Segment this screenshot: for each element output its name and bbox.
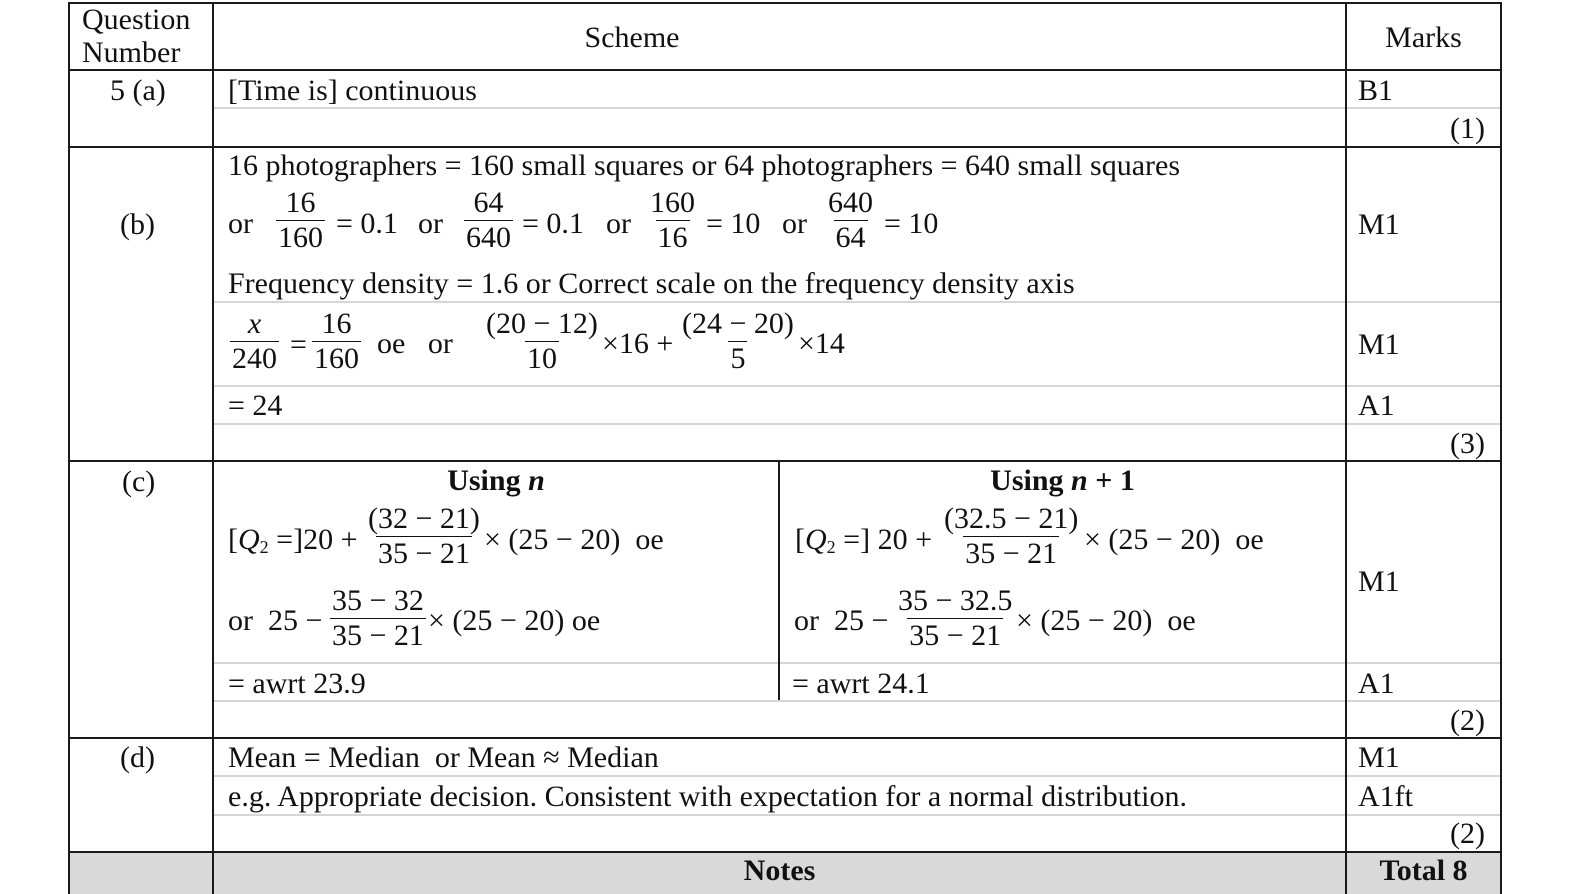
fraction [896,584,1014,653]
part-b-or: or [228,207,253,240]
part-b-mark3: A1 [1358,389,1395,422]
equals-value: = 0.1 [336,207,398,240]
part-d-label: (d) [120,741,155,774]
header-question-number-line2: Number [82,36,181,69]
fraction [484,307,600,376]
times-tail: × (25 − 20) oe [428,604,601,637]
table-border [68,69,1502,71]
part-d-line1: Mean = Median or Mean ≈ Median [228,741,659,774]
part-a-answer: [Time is] continuous [228,74,477,107]
denominator: 160 [278,221,323,254]
row-divider [213,423,1502,425]
denominator: 35 − 21 [909,619,1002,652]
part-b-mark2: M1 [1358,328,1400,361]
part-a-total: (1) [1450,112,1485,145]
numerator: 16 [321,307,352,340]
numerator: 640 [828,186,873,219]
fraction [230,307,279,376]
fraction [276,186,325,255]
denominator: 16 [657,221,688,254]
numerator: 64 [473,186,504,219]
numerator: (32 − 21) [368,502,480,535]
table-border [68,2,1502,4]
numerator: 35 − 32 [332,584,424,617]
part-a-label: 5 (a) [110,74,166,107]
numerator: (32.5 − 21) [944,502,1079,535]
part-b-line3: Frequency density = 1.6 or Correct scale on the frequency density axis [228,267,1075,300]
part-b-line1: 16 photographers = 160 small squares or 64 photographers = 640 small squares [228,149,1181,182]
denominator: 35 − 21 [377,537,470,570]
row-divider [213,662,1502,664]
part-d-mark1: M1 [1358,741,1400,774]
q2-expression: [$Q_2$ =] 20 + [795,523,932,557]
part-b-mark1: M1 [1358,208,1400,241]
part-c-total: (2) [1450,704,1485,737]
numerator: x [247,307,262,340]
denominator: 35 − 21 [965,537,1058,570]
header-question-number-line1: Question [82,3,191,36]
part-c-heading-left: Using n [447,464,545,497]
part-b-or: or [418,207,443,240]
row-divider [213,385,1502,387]
part-b-or: or [782,207,807,240]
fraction [680,307,796,376]
part-c-mark1: M1 [1358,565,1400,598]
table-border [212,2,214,894]
fraction [826,186,875,255]
table-border [68,2,70,894]
fraction [330,584,426,653]
denominator: 35 − 21 [332,619,424,652]
part-c-left-result: = awrt 23.9 [228,667,366,700]
part-b-result: = 24 [228,389,283,422]
part-c-label: (c) [122,465,156,498]
numerator: 16 [285,186,316,219]
times-plus: ×16 + [602,327,674,360]
fraction [464,186,513,255]
oe-or: oe or [377,327,453,360]
or-expression: or 25 − [794,604,889,637]
equals-value: = 10 [706,207,761,240]
part-c-mark2: A1 [1358,667,1395,700]
denominator: 160 [314,342,359,375]
part-b-or: or [606,207,631,240]
table-border [1500,2,1502,894]
numerator: (24 − 20) [682,307,794,340]
times-tail: ×14 [798,327,845,360]
denominator: 640 [466,221,511,254]
denominator: 64 [835,221,866,254]
numerator: 160 [650,186,695,219]
header-scheme: Scheme [584,21,680,54]
equals-value: = 0.1 [522,207,584,240]
denominator: 10 [526,342,557,375]
part-d-line2: e.g. Appropriate decision. Consistent with expectation for a normal distribution. [228,780,1187,813]
numerator: 35 − 32.5 [898,584,1013,617]
part-b-total: (3) [1450,427,1485,460]
equals-value: = 10 [884,207,939,240]
denominator: 240 [232,342,277,375]
fraction [942,502,1080,571]
or-expression: or 25 − [228,604,323,637]
q2-expression: $[Q_2 =]20$ + [228,523,358,557]
table-border [1345,2,1347,894]
footer-notes: Notes [743,854,816,887]
times-tail: × (25 − 20) oe [1016,604,1196,637]
fraction [366,502,482,571]
part-a-mark: B1 [1358,74,1394,107]
footer-total: Total 8 [1379,854,1468,887]
header-marks: Marks [1385,21,1462,54]
denominator: 5 [730,342,746,375]
part-d-total: (2) [1450,817,1485,850]
times-tail: × (25 − 20) oe [484,523,664,556]
equals-sign: = [290,328,307,361]
times-tail: × (25 − 20) oe [1084,523,1264,556]
part-c-right-result: = awrt 24.1 [792,667,930,700]
part-d-mark2: A1ft [1358,780,1413,813]
part-c-heading-right: Using n + 1 [990,464,1135,497]
part-b-label: (b) [120,208,155,241]
fraction [648,186,697,255]
table-border [68,460,1502,462]
fraction [312,307,361,376]
numerator: (20 − 12) [486,307,598,340]
table-border [68,737,1502,739]
